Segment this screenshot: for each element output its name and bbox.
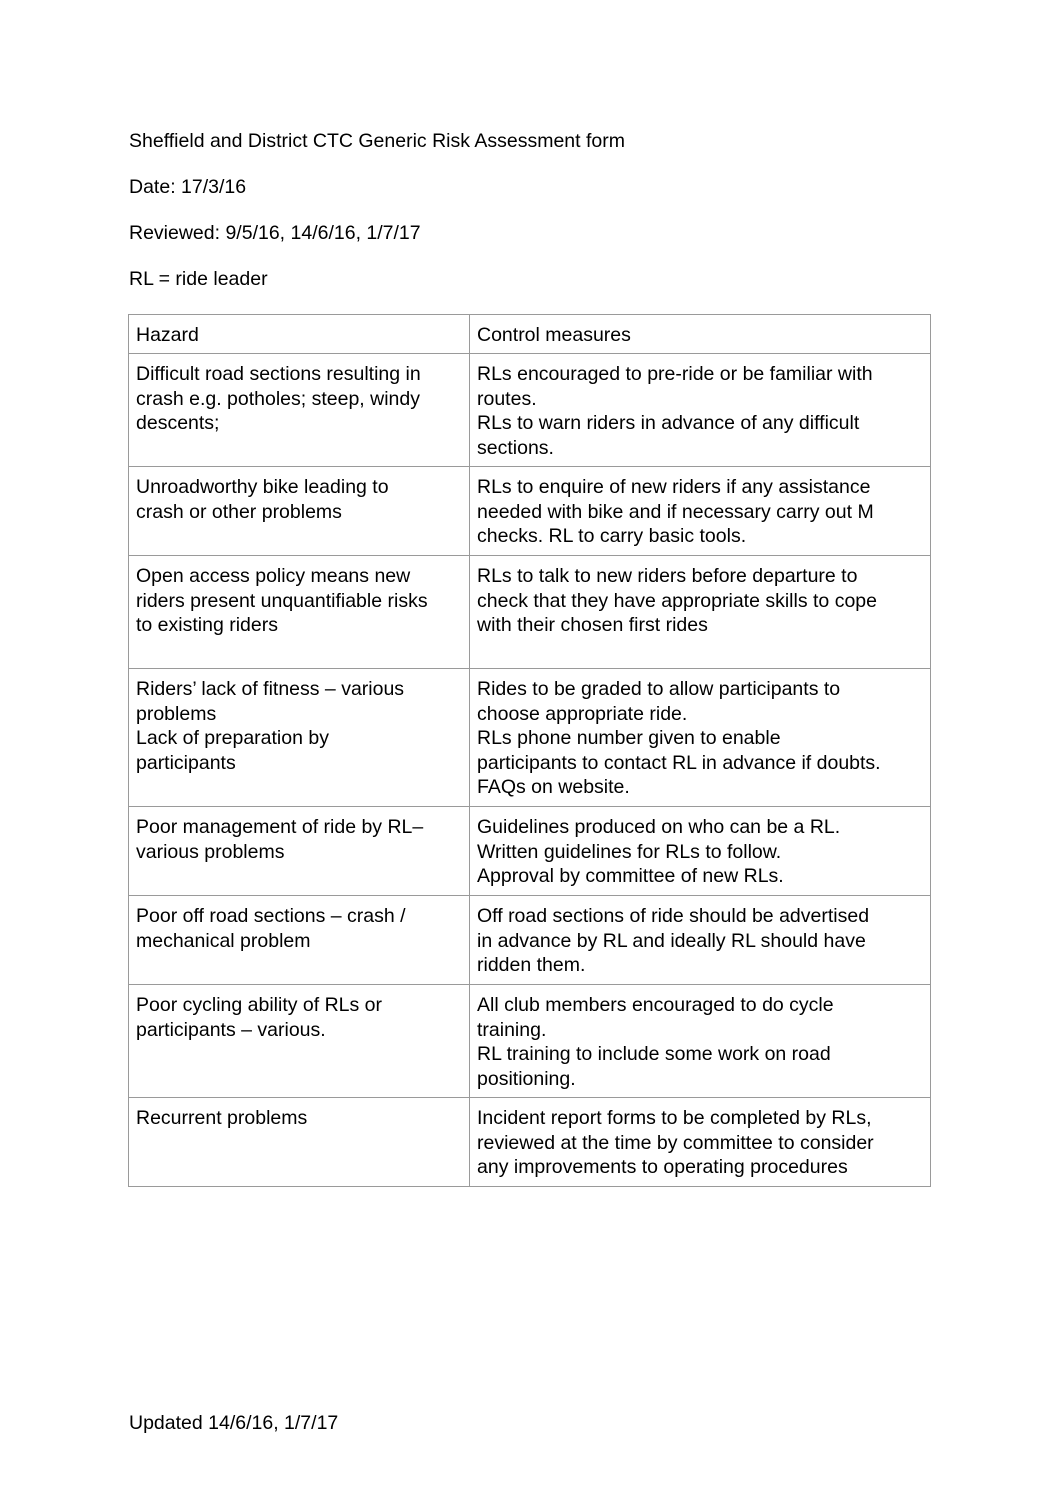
- hazard-line: problems: [136, 702, 217, 725]
- control-line: Incident report forms to be completed by RLs,: [477, 1107, 872, 1129]
- control-line: RLs to enquire of new riders if any assistance: [477, 476, 871, 498]
- control-line: participants to contact RL in advance if doubts.: [477, 751, 881, 774]
- document-date: Date: 17/3/16: [129, 176, 247, 198]
- control-line: RLs to warn riders in advance of any difficult: [477, 412, 860, 434]
- hazard-line: Difficult road sections resulting in: [136, 363, 421, 385]
- control-cell: [470, 985, 931, 1098]
- page-footer-updated: Updated 14/6/16, 1/7/17: [129, 1412, 339, 1434]
- control-line: choose appropriate ride.: [477, 702, 688, 725]
- table-row: [129, 1098, 931, 1187]
- hazard-cell: [129, 669, 470, 807]
- control-line: check that they have appropriate skills to cope: [477, 589, 877, 612]
- hazard-line: descents;: [136, 412, 220, 434]
- control-line: any improvements to operating procedures: [477, 1156, 848, 1178]
- hazard-cell: [129, 1098, 470, 1187]
- control-line: All club members encouraged to do cycle: [477, 994, 834, 1016]
- hazard-line: crash or other problems: [136, 500, 342, 523]
- table-row: [129, 467, 931, 556]
- hazard-cell: [129, 556, 470, 669]
- table-row: [129, 556, 931, 669]
- hazard-line: Riders’ lack of fitness – various: [136, 678, 405, 700]
- control-line: routes.: [477, 387, 537, 410]
- control-line: needed with bike and if necessary carry out M: [477, 500, 874, 523]
- control-line: Rides to be graded to allow participants to: [477, 678, 841, 700]
- hazard-cell: [129, 985, 470, 1098]
- hazard-line: Poor cycling ability of RLs or: [136, 994, 383, 1016]
- control-line: FAQs on website.: [477, 776, 630, 798]
- table-row: [129, 354, 931, 467]
- hazard-line: Poor off road sections – crash /: [136, 905, 406, 927]
- document-title: Sheffield and District CTC Generic Risk Assessment form: [129, 130, 625, 152]
- table-header-row: [129, 315, 931, 354]
- hazard-line: Open access policy means new: [136, 565, 411, 587]
- control-cell: [470, 556, 931, 669]
- control-line: RLs phone number given to enable: [477, 727, 781, 749]
- control-line: with their chosen first rides: [477, 614, 708, 636]
- hazard-line: Poor management of ride by RL–: [136, 816, 424, 838]
- hazard-line: mechanical problem: [136, 929, 311, 952]
- control-cell: [470, 807, 931, 896]
- hazard-cell: [129, 467, 470, 556]
- control-line: sections.: [477, 436, 554, 459]
- control-line: Approval by committee of new RLs.: [477, 865, 784, 887]
- control-line: reviewed at the time by committee to consider: [477, 1131, 874, 1154]
- table-row: [129, 896, 931, 985]
- hazard-cell: [129, 896, 470, 985]
- hazard-line: to existing riders: [136, 614, 278, 636]
- hazard-line: riders present unquantifiable risks: [136, 589, 428, 612]
- control-line: positioning.: [477, 1067, 576, 1090]
- abbreviation-note: RL = ride leader: [129, 268, 268, 290]
- control-line: in advance by RL and ideally RL should have: [477, 929, 866, 952]
- control-line: Guidelines produced on who can be a RL.: [477, 816, 841, 838]
- hazard-line: Lack of preparation by: [136, 727, 329, 749]
- table-row: [129, 669, 931, 807]
- control-line: Written guidelines for RLs to follow.: [477, 840, 782, 863]
- control-line: ridden them.: [477, 954, 586, 976]
- control-line: RLs encouraged to pre-ride or be familiar with: [477, 363, 873, 385]
- hazard-column-header: Hazard: [129, 315, 470, 354]
- hazard-line: participants: [136, 751, 236, 774]
- control-cell: [470, 896, 931, 985]
- hazard-cell: [129, 807, 470, 896]
- control-line: RLs to talk to new riders before departure to: [477, 565, 858, 587]
- control-cell: [470, 354, 931, 467]
- table-row: [129, 985, 931, 1098]
- document-reviewed-dates: Reviewed: 9/5/16, 14/6/16, 1/7/17: [129, 222, 421, 244]
- control-line: Off road sections of ride should be advertised: [477, 905, 870, 927]
- control-line: checks. RL to carry basic tools.: [477, 525, 747, 547]
- hazard-line: various problems: [136, 840, 285, 863]
- table-row: [129, 807, 931, 896]
- control-cell: [470, 1098, 931, 1187]
- hazard-line: Unroadworthy bike leading to: [136, 476, 389, 498]
- hazard-cell: [129, 354, 470, 467]
- risk-assessment-table: [128, 314, 931, 1187]
- control-line: training.: [477, 1018, 547, 1041]
- hazard-line: participants – various.: [136, 1018, 326, 1041]
- control-cell: [470, 467, 931, 556]
- control-cell: [470, 669, 931, 807]
- hazard-line: Recurrent problems: [136, 1107, 308, 1129]
- control-line: RL training to include some work on road: [477, 1043, 831, 1065]
- hazard-line: crash e.g. potholes; steep, windy: [136, 387, 420, 410]
- control-measures-column-header: Control measures: [470, 315, 931, 354]
